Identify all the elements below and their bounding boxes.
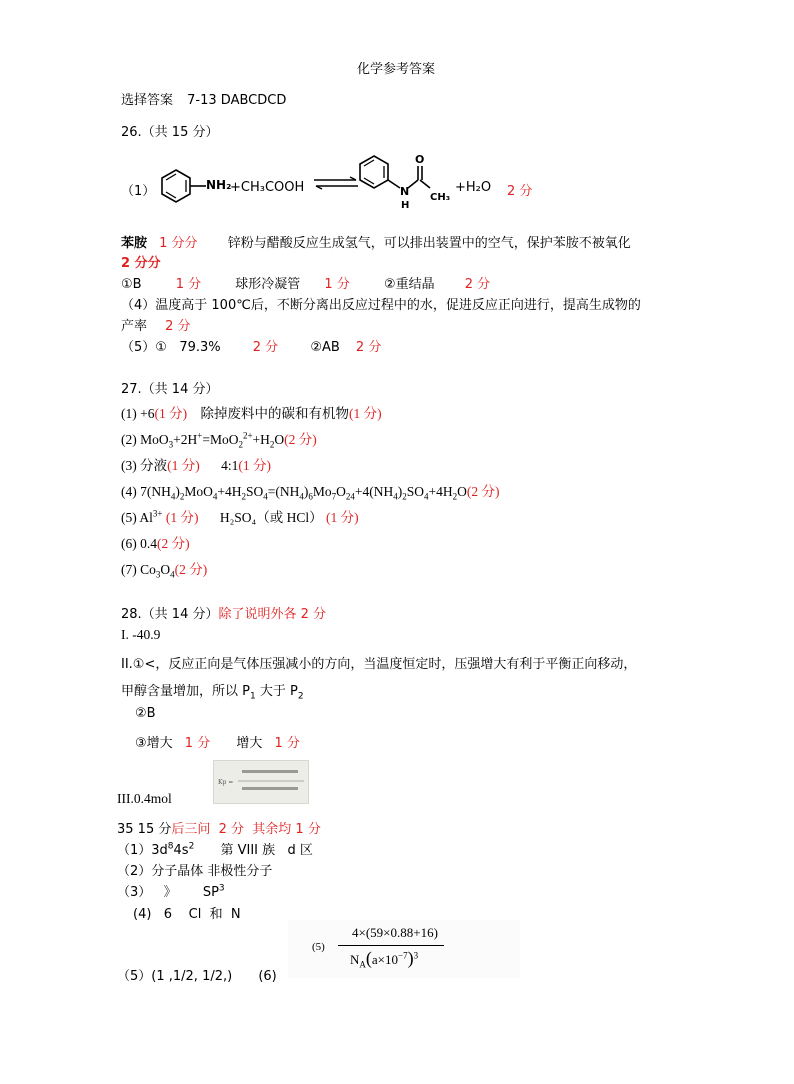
score: (1 分)	[154, 406, 188, 421]
score: (2 分)	[174, 562, 208, 577]
score: 1 分	[175, 277, 202, 292]
value: (6) 0.4	[121, 536, 157, 551]
carbonyl-o: O	[415, 153, 425, 166]
ratio: 4:1	[221, 458, 239, 473]
coordinates: （5）(1 ,1/2, 1/2,)	[117, 969, 233, 984]
q27-line6	[121, 532, 190, 552]
score-note: 除了说明外各 2 分	[218, 607, 327, 622]
score: 2 分	[464, 277, 491, 292]
page-title: 化学参考答案	[357, 62, 436, 77]
water-product: +H₂O	[455, 180, 492, 195]
amide-n: N	[400, 185, 410, 198]
fraction-bar	[338, 945, 444, 946]
q27-line3	[121, 454, 271, 474]
q27-line5: (5) $Al^{3+}$ (1 分) H₂SO₄（或 HCl） (1 分)	[121, 508, 359, 525]
acid: H₂SO₄（或 HCl）	[219, 510, 323, 525]
q27-line1	[121, 402, 382, 422]
q26-line1	[121, 232, 631, 251]
item-6: (6)	[258, 969, 277, 984]
frac-numerator: 4×(59×0.88+16)	[352, 925, 438, 940]
q27-header: 27.（共 14 分）	[121, 382, 219, 397]
score: (1 分)	[348, 406, 382, 421]
q26-line3b	[121, 315, 191, 334]
score: (1 分)	[238, 458, 272, 473]
choice-value: 7-13 DABCDCD	[187, 93, 287, 108]
score: (2 分)	[284, 432, 317, 447]
methanol-text: 甲醇含量增加，所以 P	[121, 684, 250, 699]
header-text: 35 15 分	[117, 822, 172, 837]
q28-i: I. -40.9	[121, 627, 161, 642]
separation: (3) 分液	[121, 458, 168, 473]
score: 1 分	[274, 736, 300, 751]
score: (2 分)	[466, 484, 500, 499]
q35-header	[117, 818, 321, 837]
q26-line4	[121, 336, 381, 355]
frac-denominator: $N_A(a\times 10^{-7})^3$	[350, 948, 419, 970]
q26-line1-score: 2 分分	[121, 256, 161, 271]
q35-l1: $(1)3d^84s^2$ 第 VIII 族 d 区	[117, 841, 313, 858]
acetic-acid: +CH₃COOH	[230, 180, 305, 195]
remove-carbon: 除掉废料中的碳和有机物	[200, 406, 349, 421]
methyl-ch3: CH₃	[430, 192, 450, 203]
kp-expression-image	[213, 760, 309, 804]
q28-ii-3	[135, 732, 300, 751]
score: 2 分	[355, 340, 382, 355]
q27-line2: (2) $MoO_3+2H^+=MoO_2^{2+}+H_2O(2$ 分)	[121, 430, 317, 450]
score: (1 分)	[165, 510, 199, 525]
increase: 增大	[236, 736, 263, 751]
yield-text: 产率	[121, 319, 148, 334]
choice-label: 选择答案	[121, 93, 174, 108]
score: 2 分	[165, 319, 191, 334]
q28-ii: II.①<，反应正向是气体压强减小的方向，当温度恒定时，压强增大有利于平衡正向移动，	[121, 657, 637, 672]
q35-l4: (4) 6 Cl 和 N	[133, 907, 241, 922]
acetanilide-structure	[358, 148, 450, 214]
lattice: a×10	[371, 952, 398, 967]
power: 3	[413, 950, 419, 961]
q26-header: 26.（共 15 分）	[121, 125, 219, 140]
score: 1 分	[324, 277, 350, 292]
hybridization: SP	[202, 885, 219, 900]
score: 1 分	[184, 736, 211, 751]
aniline-answer: 苯胺	[121, 236, 148, 251]
amide-h: H	[401, 200, 410, 211]
score: (2 分)	[157, 536, 190, 551]
score: (1 分)	[326, 510, 359, 525]
aniline-nh2: NH₂	[206, 178, 232, 192]
avogadro: N	[350, 952, 360, 967]
group-block: 第 VIII 族 d 区	[220, 843, 313, 858]
q35-l2: （2）分子晶体 非极性分子	[117, 864, 273, 879]
oxidation-state: (1) +6	[121, 406, 155, 421]
q35-l3: （3） 》 $SP^3$	[117, 883, 225, 900]
recrystallization: ②重结晶	[383, 277, 435, 292]
q28-ii-2: ②B	[135, 706, 156, 721]
condenser: 球形冷凝管	[235, 277, 301, 292]
score: (1 分)	[167, 458, 200, 473]
answer-3: （3） 》	[117, 885, 177, 900]
score-note: 后三问 2 分 其余均 1 分	[171, 822, 321, 837]
svg-text:Kp =: Kp =	[218, 779, 234, 786]
increase: ③增大	[135, 736, 173, 751]
score: 1 分分	[159, 236, 198, 251]
q26-equation-num: （1）	[121, 184, 156, 199]
exp: −7	[398, 950, 408, 961]
answer-ab: ②AB	[310, 340, 340, 355]
q28-ii-b: 甲醇含量增加，所以 $P_1$ 大于 $P_2$	[121, 684, 304, 702]
q28-iii: III.0.4mol	[117, 791, 172, 806]
answer-b: ①B	[121, 277, 142, 292]
q27-line7: (7) $Co_3O_4(2$ 分)	[121, 562, 208, 580]
q26-line2	[121, 273, 490, 292]
equilibrium-arrow	[312, 176, 360, 190]
q35-l5	[117, 965, 277, 984]
yield-value: （5）① 79.3%	[121, 340, 221, 355]
score: 2 分	[252, 340, 279, 355]
q26-line3: （4）温度高于 100℃后，不断分离出反应过程中的水，促进反应正向进行，提高生成物的	[121, 298, 641, 313]
q27-line4: (4) $7(NH_4)_2MoO_4+4H_2SO_4=(NH_4)_6Mo_7O_{24}+4(NH_4)_2SO_4+4H_2O(2$ 分)	[121, 484, 500, 502]
electron-config: （1）3d	[117, 843, 168, 858]
choice-answers	[121, 89, 286, 108]
aniline-structure	[158, 166, 208, 206]
q26-eq-score: 2 分	[507, 184, 533, 199]
zinc-reason: 锌粉与醋酸反应生成氢气，可以排出装置中的空气，保护苯胺不被氧化	[227, 236, 631, 251]
header-text: 28.（共 14 分）	[121, 607, 219, 622]
frac-label: (5)	[312, 941, 325, 953]
greater-text: 大于 P	[255, 684, 298, 699]
q28-header	[121, 603, 326, 622]
